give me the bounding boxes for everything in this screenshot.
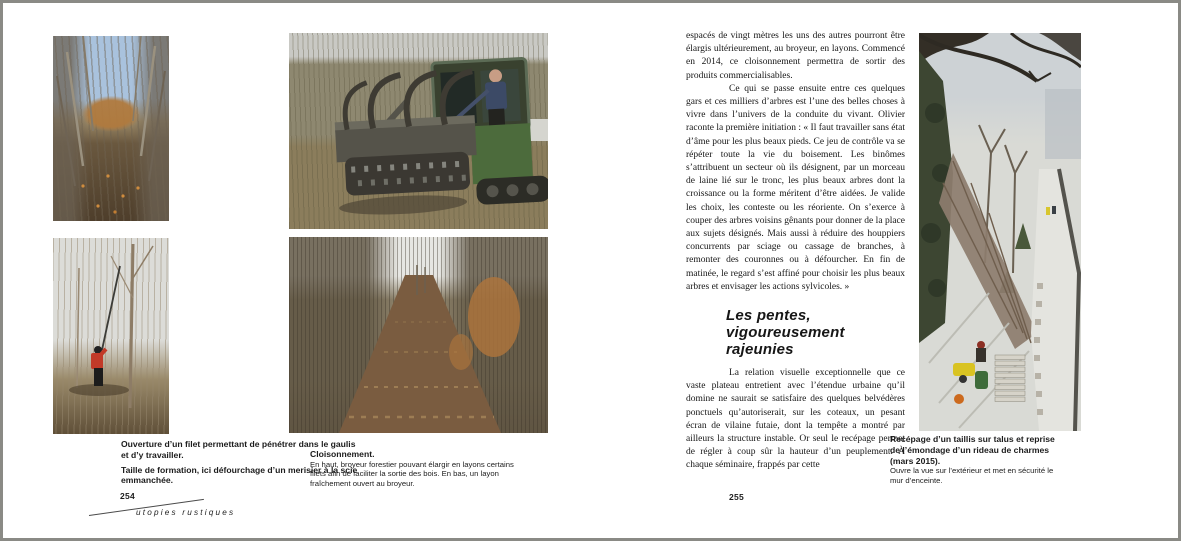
wood-stack	[995, 355, 1025, 402]
photo-broyeur-forestier	[289, 33, 548, 229]
recepage-talus-illustration	[919, 33, 1081, 431]
main-text-column	[686, 30, 905, 473]
page-number-right: 255	[729, 492, 745, 502]
body-paragraph-3: La relation visuelle exceptionnelle que ce vaste plateau entretient avec l’étendue urbaine qu’il domine ne saurait se satisfaire des quelques belvédères ponctuels qu’autoriserait, sur les coteaux, un pesant écran de vilaine futaie, dont la tempête a montré par ailleurs la structure instable. Or seul le recépage permet de régler à coup sûr la hauteur d’un peuplement. À chaque séminaire, frappés par cette	[686, 368, 905, 471]
caption-left-para2: Taille de formation, ici défourchage d’un merisier à la scie emmanchée.	[121, 464, 358, 486]
walker-dark	[1052, 206, 1056, 214]
photo-recepage-talus	[919, 33, 1081, 431]
book-title: utopies rustiques	[136, 508, 236, 517]
photo-filet-gaulis	[53, 36, 169, 221]
caption-middle-body: En haut, broyeur forestier pouvant élargir en layons certains filets afin de faciliter la sortie des bois. En bas, un layon fraîchement ouvert au broyeur.	[310, 459, 514, 488]
caption-right-body: Ouvre la vue sur l’extérieur et met en sécurité le mur d’enceinte.	[890, 466, 1054, 485]
photo-taille-formation	[53, 238, 169, 434]
body-paragraph-2: Ce qui se passe ensuite entre ces quelques gars et ces milliers d’arbres est l’une des belles choses à vivre dans l’univers de la conduite du vivant. Olivier raconte la première initiation : « Il faut travailler sans état d’âme pour les plus beaux pieds. Ce jeu de contrôle va se répéter toute la vie du boisement. Les binômes s’attribuent un secteur où ils désignent, par un morceau de laine lié sur le tronc, les plus beaux arbres dont la croissance ou la forme méritent d’être aidées. Je valide les choix, les conteste ou les réoriente. On s’exerce à couper des arbres voisins gênants pour donner de la place aux sujets désignés. Mais aussi à réduire des houppiers concurrents par sciage ou cassage de branches, à remonter des couronnes ou à défourcher. En fin de matinée, le regard s’est affiné pour choisir les plus beaux arbres et envisager les actions sylvicoles. »	[686, 83, 905, 292]
caption-middle-photos	[310, 449, 517, 489]
caption-left-para1: Ouverture d’un filet permettant de pénétrer dans le gaulis et d’y travailler.	[121, 439, 356, 460]
layon-illustration	[289, 237, 548, 433]
filet-gaulis-illustration	[53, 36, 169, 221]
worker-figure	[976, 348, 986, 362]
wheelbarrow	[953, 363, 975, 376]
broyeur-forestier-illustration	[289, 33, 548, 229]
walker-hivis	[1046, 207, 1050, 215]
section-heading	[686, 307, 905, 358]
mulcher-machine	[332, 57, 548, 217]
body-paragraph-1: espacés de vingt mètres les uns des autres pourront être élargis ultérieurement, au broyeur, en layons. Commencé en 2014, ce cloisonnement permettra de sortir des produits commercialisables.	[686, 31, 905, 81]
caption-right-photo	[890, 434, 1062, 486]
page-number-left: 254	[120, 491, 136, 501]
section-heading-line2: vigoureusement rajeunies	[726, 324, 845, 359]
caption-right-title: Recépage d’un taillis sur talus et reprise de l’émondage d’un rideau de charmes (mars 2015).	[890, 434, 1055, 466]
photo-layon-ouvert	[289, 237, 548, 433]
caption-middle-title: Cloisonnement.	[310, 449, 375, 459]
section-heading-line1: Les pentes,	[726, 307, 811, 325]
taille-formation-illustration	[53, 238, 169, 434]
